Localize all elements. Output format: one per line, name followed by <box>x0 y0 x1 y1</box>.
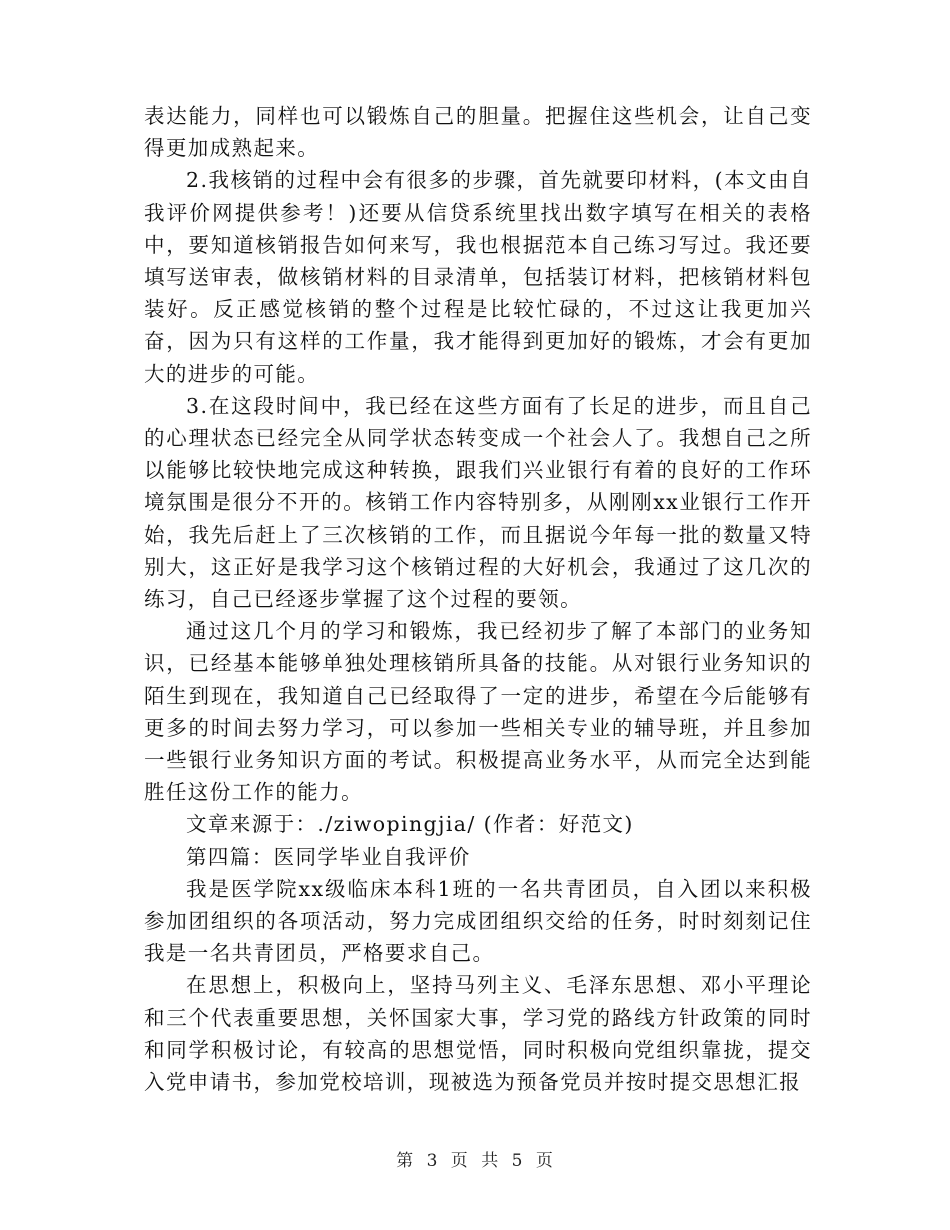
footer-total-pages: 5 <box>511 1151 524 1171</box>
footer-total-word: 共 <box>481 1151 500 1171</box>
paragraph-2: 2.我核销的过程中会有很多的步骤，首先就要印材料，(本文由自我评价网提供参考！)还要从信贷系统里找出数字填写在相关的表格中，要知道核销报告如何来写，我也根据范本自己练习写过。我还要填写送审表，做核销材料的目录清单，包括装订材料，把核销材料包装好。反正感觉核销的整个过程是比较忙碌的，不过这让我更加兴奋，因为只有这样的工作量，我才能得到更加好的锻炼，才会有更加大的进步的可能。 <box>144 168 812 386</box>
section-heading: 第四篇：医同学毕业自我评价 <box>186 844 471 869</box>
paragraph-6: 在思想上，积极向上，坚持马列主义、毛泽东思想、邓小平理论和三个代表重要思想，关怀国家大事，学习党的路线方针政策的同时和同学积极讨论，有较高的思想觉悟，同时积极向党组织靠拢，提交入党申请书，参加党校培训，现被选为预备党员并按时提交思想汇报 <box>144 973 812 1095</box>
footer-current-page: 3 <box>426 1151 439 1171</box>
document-body <box>144 100 812 1098</box>
paragraph-3: 3.在这段时间中，我已经在这些方面有了长足的进步，而且自己的心理状态已经完全从同学状态转变成一个社会人了。我想自己之所以能够比较快地完成这种转换，跟我们兴业银行有着的良好的工作环境氛围是很分不开的。核销工作内容特别多，从刚刚xx业银行工作开始，我先后赶上了三次核销的工作，而且据说今年每一批的数量又特别大，这正好是我学习这个核销过程的大好机会，我通过了这几次的练习，自己已经逐步掌握了这个过程的要领。 <box>144 393 812 612</box>
footer-page-word: 页 <box>450 1151 469 1171</box>
paragraph-4: 通过这几个月的学习和锻炼，我已经初步了解了本部门的业务知识，已经基本能够单独处理核销所具备的技能。从对银行业务知识的陌生到现在，我知道自己已经取得了一定的进步，希望在今后能够有更多的时间去努力学习，可以参加一些相关专业的辅导班，并且参加一些银行业务知识方面的考试。积极提高业务水平，从而完全达到能胜任这份工作的能力。 <box>144 619 812 805</box>
footer-prefix: 第 <box>396 1151 415 1171</box>
paragraph-1: 表达能力，同样也可以锻炼自己的胆量。把握住这些机会，让自己变得更加成熟起来。 <box>144 104 812 161</box>
source-line: 文章来源于：./ziwopingjia/ (作者：好范文) <box>186 812 634 837</box>
footer-suffix: 页 <box>535 1151 554 1171</box>
page-footer <box>0 1146 950 1171</box>
paragraph-5: 我是医学院xx级临床本科1班的一名共青团员，自入团以来积极参加团组织的各项活动，努力完成团组织交给的任务，时时刻刻记住我是一名共青团员，严格要求自己。 <box>144 876 812 966</box>
